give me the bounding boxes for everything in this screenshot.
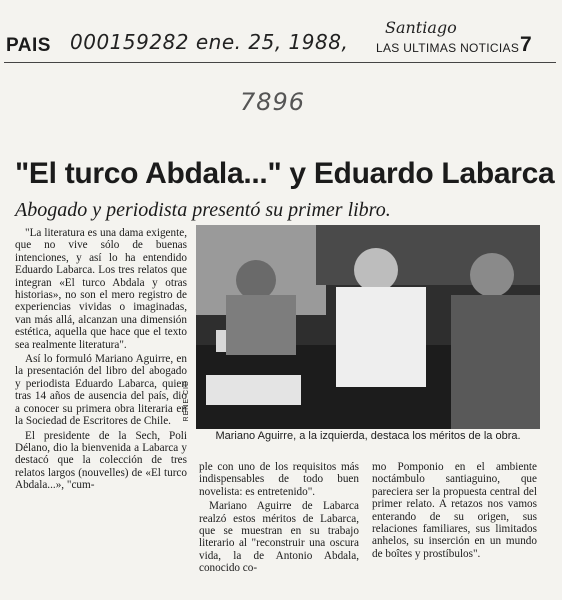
section-label: PAIS [6, 35, 51, 56]
photo-caption: Mariano Aguirre, a la izquierda, destaca los méritos de la obra. [215, 430, 521, 442]
article-photo [196, 225, 540, 429]
handwritten-city: Santiago [385, 18, 457, 37]
page-number: 7 [520, 33, 532, 56]
paragraph: mo Pomponio en el ambiente noctámbulo santiaguino, que pareciera ser la propuesta central del primer relato. A retazos nos vamos enterando de su origen, sus relaciones familiares, sus limitados anhelos, su inserción en un mundo de boîtes y prostíbulos". [372, 461, 537, 560]
clip-number: 7896 [240, 88, 306, 116]
paragraph: "La literatura es una dama exigente, que no vive sólo de buenas intenciones, y así lo ha entendido Eduardo Labarca. Los tres relatos que integran «El turco Abdala y otras historias», no son el mero registro de experiencias vividas o imaginadas, van más allá, alcanzan una dimensión estética, aquella que hace que el texto sea realmente literatura". [15, 227, 187, 351]
photo-credit: RENE CID [183, 380, 190, 422]
article-column-2 [199, 461, 359, 577]
header-divider [4, 62, 556, 63]
newspaper-name: LAS ULTIMAS NOTICIAS [376, 41, 520, 55]
paragraph: El presidente de la Sech, Poli Délano, dio la bienvenida a Labarca y destacó que la colección de tres relatos largos (nouvelles) de «El turco Abdala...», "cum- [15, 429, 187, 492]
subheadline: Abogado y periodista presentó su primer libro. [15, 199, 391, 221]
headline: "El turco Abdala..." y Eduardo Labarca [15, 157, 555, 190]
article-column-3 [372, 461, 537, 562]
paragraph: Así lo formuló Mariano Aguirre, en la presentación del libro del abogado y periodista Eduardo Labarca, quien tras 14 años de ausencia del país, dio a conocer su primera obra literaria en la Sociedad de Escritores de Chile. [15, 353, 187, 428]
paragraph: Mariano Aguirre de Labarca realzó estos méritos de Labarca, que se muestran en su trabajo literario al "reconstruir una oscura vida, la de Antonio Abdala, conocido co- [199, 500, 359, 575]
handwritten-reference: 000159282 ene. 25, 1988, [70, 30, 349, 54]
article-column-1 [15, 227, 187, 494]
paragraph: ple con uno de los requisitos más indispensables de todo buen novelista: es entretenido". [199, 461, 359, 498]
